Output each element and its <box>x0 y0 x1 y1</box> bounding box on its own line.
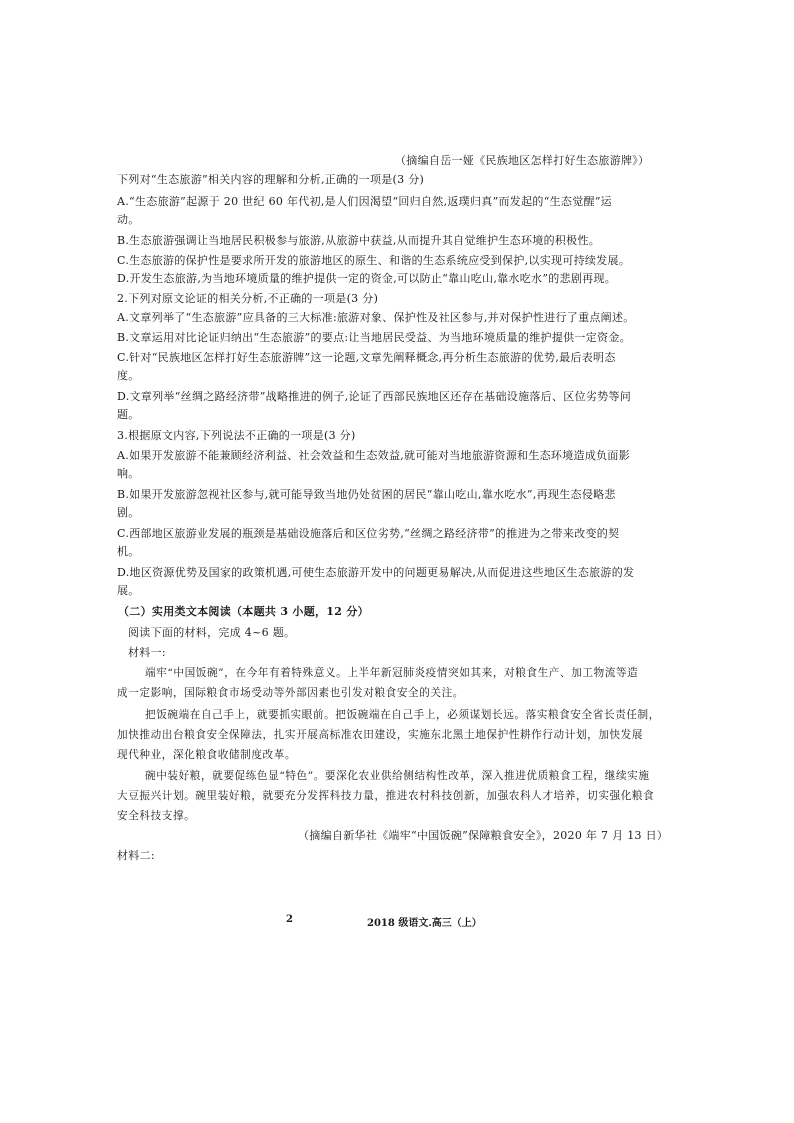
question-3-option-c-cont: 机。 <box>117 545 140 558</box>
question-2-option-b: B.文章运用对比论证归纳出“生态旅游”的要点:让当地居民受益、为当地环境质量的维护提供一定资金。 <box>117 331 631 344</box>
question-1-option-c: C.生态旅游的保护性是要求所开发的旅游地区的原生、和谐的生态系统应受到保护,以实现可持续发展。 <box>117 254 631 267</box>
question-3-option-a-cont: 响。 <box>117 467 140 480</box>
material-1-paragraph-1-cont: 成一定影响，国际粮食市场受动等外部因素也引发对粮食安全的关注。 <box>117 687 465 699</box>
question-3-option-b: B.如果开发旅游忽视社区参与,就可能导致当地仍处贫困的居民“靠山吃山,靠水吃水”,再现生态侵略悲 <box>117 488 616 501</box>
section-instruction: 阅读下面的材料，完成 4~6 题。 <box>128 626 296 639</box>
question-1-option-a: A.“生态旅游”起源于 20 世纪 60 年代初,是人们因渴望“回归自然,返璞归真”而发起的“生态觉醒”运 <box>117 195 613 208</box>
question-2-option-d-cont: 题。 <box>117 408 140 421</box>
question-3-stem: 3.根据原文内容,下列说法不正确的一项是(3 分) <box>117 429 356 442</box>
question-1-stem: 下列对“生态旅游”相关内容的理解和分析,正确的一项是(3 分) <box>117 173 425 186</box>
question-1-option-b: B.生态旅游强调让当地居民积极参与旅游,从旅游中获益,从而提升其自觉维护生态环境的积极性。 <box>117 234 601 247</box>
material-1-paragraph-1: 端牢“中国饭碗”，在今年有着特殊意义。上半年新冠肺炎疫情突如其来，对粮食生产、加工物流等造 <box>145 667 639 679</box>
question-3-option-a: A.如果开发旅游不能兼顾经济利益、社会效益和生态效益,就可能对当地旅游资源和生态环境造成负面影 <box>117 449 631 462</box>
material-1-paragraph-2-cont-2: 现代种业，深化粮食收储制度改革。 <box>117 749 297 761</box>
section-heading: （二）实用类文本阅读（本题共 3 小题，12 分） <box>118 605 369 618</box>
material-1-paragraph-3: 碗中装好粮，就要促练色显“特色”。要深化农业供给侧结构性改革，深入推进优质粮食工程，继续实施 <box>145 770 650 782</box>
question-2-stem: 2.下列对原文论证的相关分析,不正确的一项是(3 分) <box>117 292 379 305</box>
material-1-paragraph-3-cont-2: 安全科技支撑。 <box>117 810 196 822</box>
material-1-paragraph-3-cont-1: 大豆振兴计划。碗里装好粮，就要充分发挥科技力量，推进农村科技创新，加强农科人才培养，切实强化粮食 <box>117 790 655 802</box>
material-1-paragraph-2-cont-1: 加快推动出台粮食安全保障法，扎实开展高标准农田建设，实施东北黑土地保护性耕作行动计划，加快发展 <box>117 729 644 741</box>
question-1-option-a-cont: 动。 <box>117 213 140 226</box>
question-1-option-d: D.开发生态旅游,为当地环境质量的维护提供一定的资金,可以防止“靠山吃山,靠水吃水”的悲剧再现。 <box>117 272 617 285</box>
source-citation: （摘编自岳一娅《民族地区怎样打好生态旅游牌》） <box>395 154 650 167</box>
question-3-option-d: D.地区资源优势及国家的政策机遇,可使生态旅游开发中的问题更易解决,从而促进这些地区生态旅游的发 <box>117 566 635 579</box>
question-3-option-b-cont: 剧。 <box>117 506 140 519</box>
question-2-option-a: A.文章列举了“生态旅游”应具备的三大标准:旅游对象、保护性及社区参与,并对保护性进行了重点阐述。 <box>117 311 635 324</box>
question-3-option-c: C.西部地区旅游业发展的瓶颈是基础设施落后和区位劣势,“丝绸之路经济带”的推进为之带来改变的契 <box>117 527 620 540</box>
material-2-label: 材料二: <box>117 849 155 862</box>
question-3-option-d-cont: 展。 <box>117 584 140 597</box>
question-2-option-c: C.针对“民族地区怎样打好生态旅游牌”这一论题,文章先阐释概念,再分析生态旅游的优势,最后表明态 <box>117 351 616 364</box>
material-1-source: （摘编自新华社《端牢“中国饭碗”保障粮食安全》，2020 年 7 月 13 日） <box>298 829 669 842</box>
footer-course: 2018 级语文.高三（上） <box>367 918 482 929</box>
material-1-paragraph-2: 把饭碗端在自己手上，就要抓实眼前。把饭碗端在自己手上，必须谋划长远。落实粮食安全省长责任制， <box>145 709 660 721</box>
material-1-label: 材料一: <box>128 646 166 659</box>
question-2-option-c-cont: 度。 <box>117 369 140 382</box>
page-number: 2 <box>286 914 293 925</box>
question-2-option-d: D.文章列举“丝绸之路经济带”战略推进的例子,论证了西部民族地区还存在基础设施落后、区位劣势等问 <box>117 390 632 403</box>
